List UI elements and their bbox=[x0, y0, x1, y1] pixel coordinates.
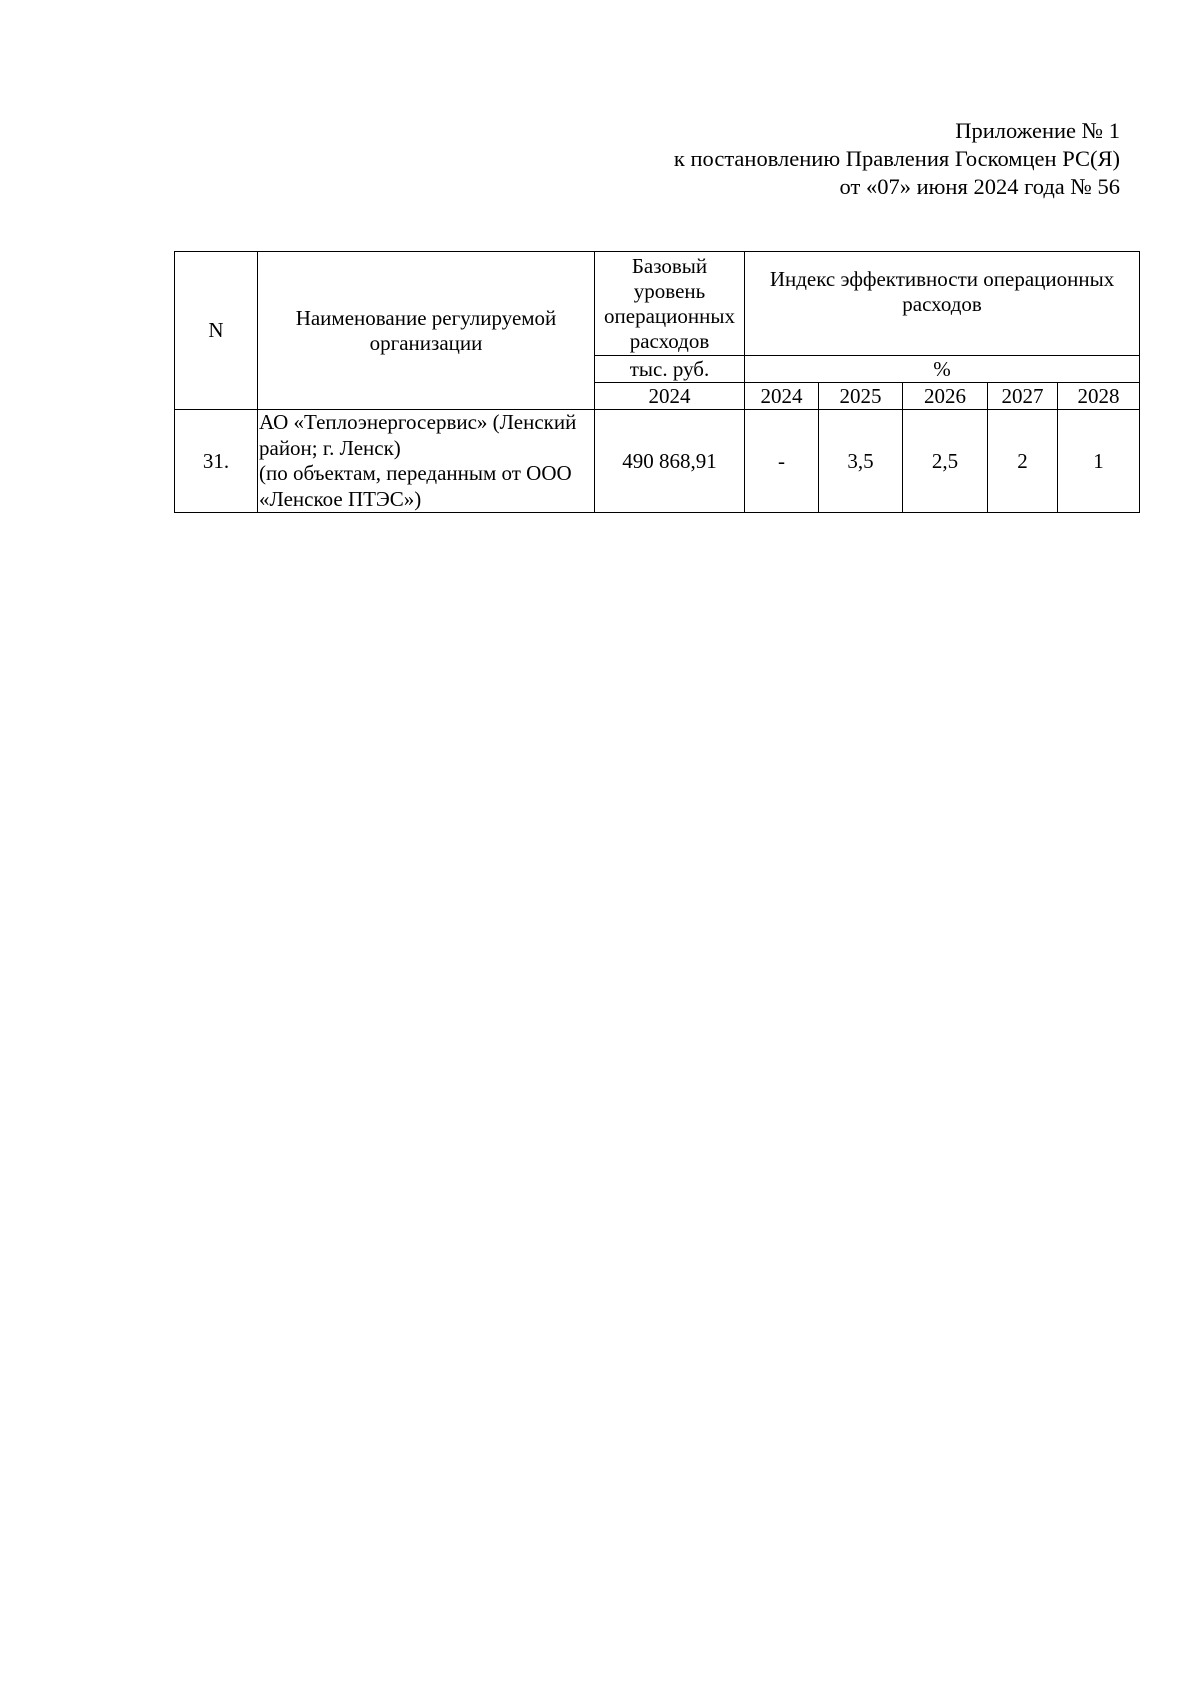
header-base-level bbox=[595, 252, 745, 356]
year-index: 2025 bbox=[819, 383, 903, 410]
year-base: 2024 bbox=[595, 383, 745, 410]
unit-index: % bbox=[745, 356, 1140, 383]
resolution-date: от «07» июня 2024 года № 56 bbox=[839, 174, 1120, 199]
header-efficiency-index bbox=[745, 252, 1140, 356]
row-index-value: - bbox=[745, 410, 819, 513]
document-header bbox=[674, 117, 1120, 201]
organization-name-line: АО «Теплоэнергосервис» (Ленский bbox=[259, 410, 577, 434]
row-number: 31. bbox=[175, 410, 258, 513]
organization-name-line: «Ленское ПТЭС») bbox=[259, 486, 422, 511]
efficiency-index-table bbox=[174, 251, 1140, 513]
row-index-value: 1 bbox=[1058, 410, 1140, 513]
row-index-value: 3,5 bbox=[819, 410, 903, 513]
row-base-level: 490 868,91 bbox=[595, 410, 745, 513]
header-n: N bbox=[175, 252, 258, 410]
header-organization-label: Наименование регулируемой организации bbox=[295, 305, 557, 355]
row-index-value: 2,5 bbox=[903, 410, 988, 513]
year-index: 2024 bbox=[745, 383, 819, 410]
year-index: 2027 bbox=[988, 383, 1058, 410]
organization-name-line: (по объектам, переданным от ООО bbox=[259, 461, 572, 485]
row-organization-name bbox=[258, 410, 595, 513]
organization-name-line: район; г. Ленск) bbox=[259, 435, 401, 460]
header-base-level-label: Базовый уровень операционных расходов bbox=[604, 253, 735, 353]
table-row bbox=[175, 410, 1140, 513]
header-efficiency-index-label: Индекс эффективности операционных расходов bbox=[769, 266, 1115, 316]
appendix-title: Приложение № 1 bbox=[955, 118, 1120, 143]
resolution-reference: к постановлению Правления Госкомцен РС(Я) bbox=[673, 146, 1120, 171]
row-index-value: 2 bbox=[988, 410, 1058, 513]
unit-base: тыс. руб. bbox=[595, 356, 745, 383]
table-header-row bbox=[175, 252, 1140, 356]
year-index: 2026 bbox=[903, 383, 988, 410]
header-organization bbox=[258, 252, 595, 410]
year-index: 2028 bbox=[1058, 383, 1140, 410]
